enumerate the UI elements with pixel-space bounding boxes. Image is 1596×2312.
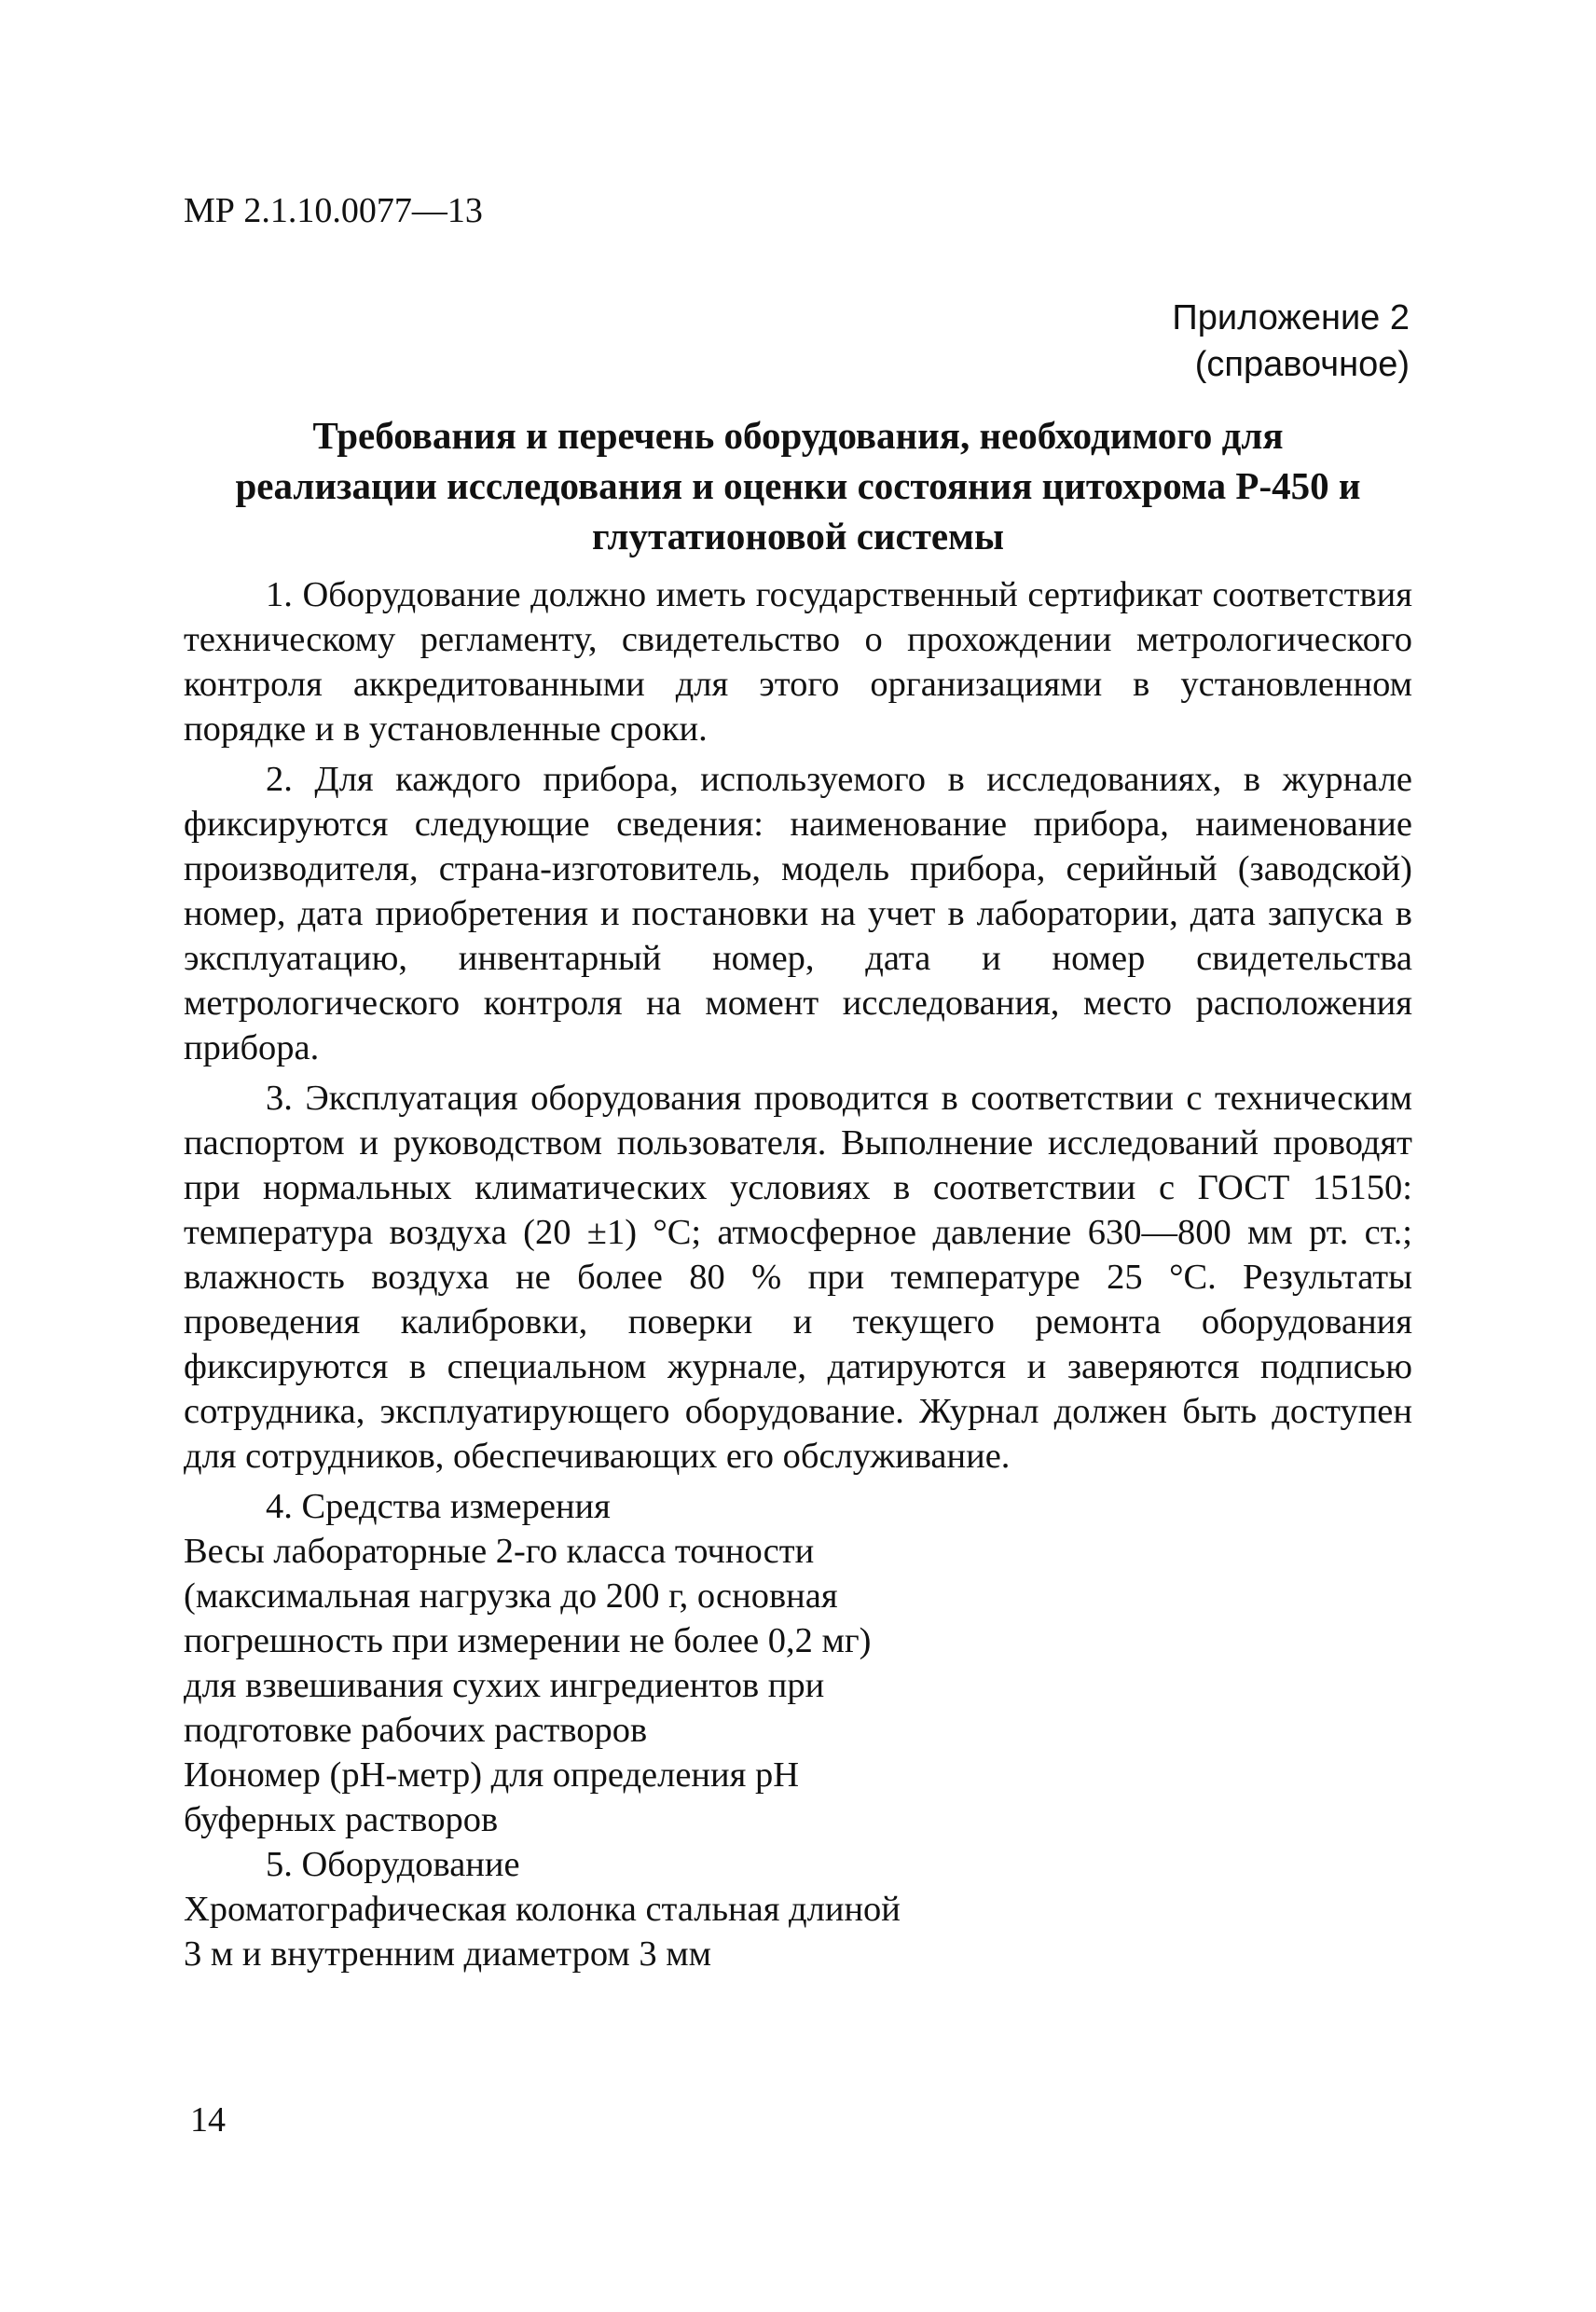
- item-line: погрешность при измерении не более 0,2 мг): [184, 1621, 872, 1660]
- equipment-item-ionometer: [184, 1753, 1412, 1842]
- item-line: (максимальная нагрузка до 200 г, основная: [184, 1576, 838, 1616]
- equipment-item-column: [184, 1887, 1412, 1976]
- paragraph-2: 2. Для каждого прибора, используемого в исследованиях, в журнале фиксируются следующие сведения: наименование прибора, наименование производителя, страна-изготовитель, модель прибора, серийный (заводской) номер, дата приобретения и постановки на учет в лаборатории, дата запуска в эксплуатацию, инвентарный номер, дата и номер свидетельства метрологического контроля на момент исследования, место расположения прибора.: [184, 760, 1412, 1067]
- section-heading: [184, 410, 1412, 561]
- item-line: Иономер (pH-метр) для определения pH: [184, 1755, 800, 1795]
- section-4-title: 4. Средства измерения: [266, 1487, 611, 1526]
- item-line: буферных растворов: [184, 1800, 499, 1839]
- page-number: 14: [190, 2100, 226, 2140]
- item-line: подготовке рабочих растворов: [184, 1711, 648, 1750]
- item-line: для взвешивания сухих ингредиентов при: [184, 1666, 825, 1705]
- item-line: Весы лабораторные 2-го класса точности: [184, 1532, 815, 1571]
- heading-line-2: реализации исследования и оценки состояния цитохрома Р-450 и: [235, 464, 1361, 507]
- appendix-number: Приложение 2: [1172, 298, 1410, 337]
- equipment-item-scales: [184, 1529, 1412, 1753]
- heading-line-1: Требования и перечень оборудования, необходимого для: [312, 414, 1284, 457]
- paragraph-3: 3. Эксплуатация оборудования проводится в соответствии с техническим паспортом и руководством пользователя. Выполнение исследований проводят при нормальных климатических условиях в соответствии с ГОСТ 15150: температура воздуха (20 ±1) °С; атмосферное давление 630—800 мм рт. ст.; влажность воздуха не более 80 % при температуре 25 °С. Результаты проведения калибровки, поверки и текущего ремонта оборудования фиксируются в специальном журнале, датируются и заверяются подписью сотрудника, эксплуатирующего оборудование. Журнал должен быть доступен для сотрудников, обеспечивающих его обслуживание.: [184, 1079, 1412, 1476]
- document-code: МР 2.1.10.0077—13: [184, 191, 483, 230]
- appendix-type: (справочное): [1194, 345, 1410, 384]
- document-body: [184, 572, 1412, 1976]
- appendix-label: [1172, 295, 1410, 388]
- item-line: 3 м и внутренним диаметром 3 мм: [184, 1934, 711, 1974]
- section-5-title: 5. Оборудование: [266, 1845, 520, 1884]
- heading-line-3: глутатионовой системы: [591, 515, 1004, 557]
- paragraph-1: 1. Оборудование должно иметь государственный сертификат соответствия техническому регламенту, свидетельство о прохождении метрологического контроля аккредитованными для этого организациями в установленном порядке и в установленные сроки.: [184, 575, 1412, 749]
- item-line: Хроматографическая колонка стальная длиной: [184, 1890, 901, 1929]
